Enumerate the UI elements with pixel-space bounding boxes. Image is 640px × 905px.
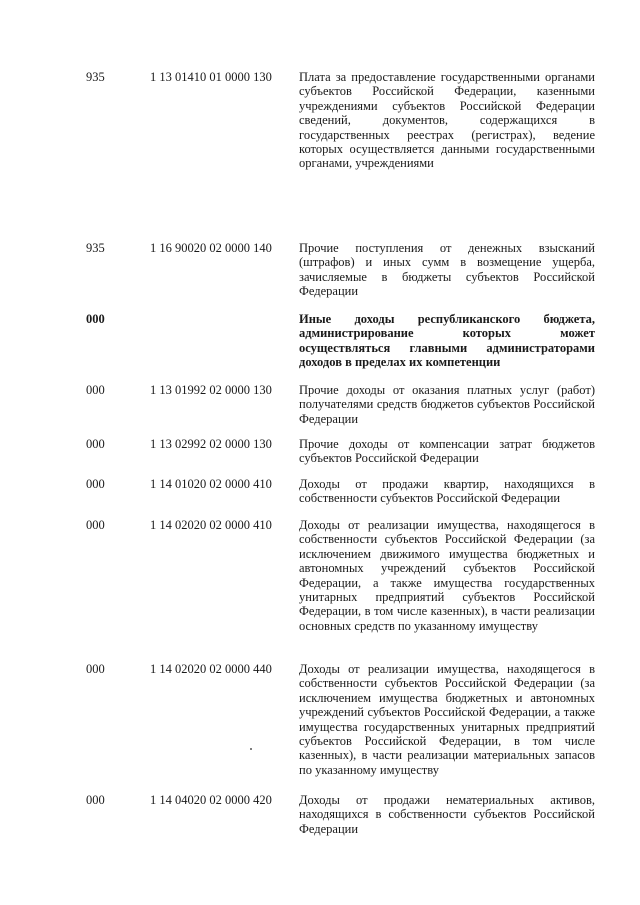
budget-code: 1 14 02020 02 0000 440 bbox=[150, 662, 272, 676]
revenue-description: Прочие доходы от оказания платных услуг (работ) получателями средств бюджетов субъектов Российской Федерации bbox=[299, 383, 595, 426]
admin-code: 000 bbox=[86, 662, 105, 676]
budget-code: 1 14 01020 02 0000 410 bbox=[150, 477, 272, 491]
budget-code: 1 13 01992 02 0000 130 bbox=[150, 383, 272, 397]
admin-code: 935 bbox=[86, 70, 105, 84]
revenue-description: Прочие поступления от денежных взысканий (штрафов) и иных сумм в возмещение ущерба, зачисляемые в бюджеты субъектов Российской Федерации bbox=[299, 241, 595, 299]
budget-code: 1 14 04020 02 0000 420 bbox=[150, 793, 272, 807]
admin-code: 000 bbox=[86, 518, 105, 532]
admin-code: 000 bbox=[86, 383, 105, 397]
revenue-description: Доходы от реализации имущества, находящегося в собственности субъектов Российской Федерации (за исключением движимого имущества бюджетных и автономных учреждений субъектов Российской Федерации, а также имущества государственных унитарных предприятий субъектов Российской Федерации, в том числе казенных), в части реализации основных средств по указанному имуществу bbox=[299, 518, 595, 633]
budget-code: 1 16 90020 02 0000 140 bbox=[150, 241, 272, 255]
admin-code: 000 bbox=[86, 477, 105, 491]
admin-code: 935 bbox=[86, 241, 105, 255]
budget-code: 1 13 02992 02 0000 130 bbox=[150, 437, 272, 451]
scan-speck bbox=[250, 748, 252, 750]
admin-code: 000 bbox=[86, 793, 105, 807]
budget-code: 1 13 01410 01 0000 130 bbox=[150, 70, 272, 84]
revenue-description: Доходы от продажи квартир, находящихся в собственности субъектов Российской Федерации bbox=[299, 477, 595, 506]
admin-code: 000 bbox=[86, 437, 105, 451]
budget-code: 1 14 02020 02 0000 410 bbox=[150, 518, 272, 532]
admin-code: 000 bbox=[86, 312, 105, 326]
revenue-description: Доходы от реализации имущества, находящегося в собственности субъектов Российской Федерации (за исключением имущества бюджетных и автономных учреждений субъектов Российской Федерации, а также имущества государственных унитарных предприятий субъектов Российской Федерации, в том числе казенных), в части реализации материальных запасов по указанному имуществу bbox=[299, 662, 595, 777]
revenue-description: Плата за предоставление государственными органами субъектов Российской Федерации, казенными учреждениями субъектов Российской Федерации сведений, документов, содержащихся в государственных реестрах (регистрах), ведение которых осуществляется данными государственными органами, учреждениями bbox=[299, 70, 595, 171]
revenue-description: Доходы от продажи нематериальных активов, находящихся в собственности субъектов Российской Федерации bbox=[299, 793, 595, 836]
revenue-description: Прочие доходы от компенсации затрат бюджетов субъектов Российской Федерации bbox=[299, 437, 595, 466]
section-heading: Иные доходы республиканского бюджета, администрирование которых может осуществляться главными администраторами доходов в пределах их компетенции bbox=[299, 312, 595, 370]
